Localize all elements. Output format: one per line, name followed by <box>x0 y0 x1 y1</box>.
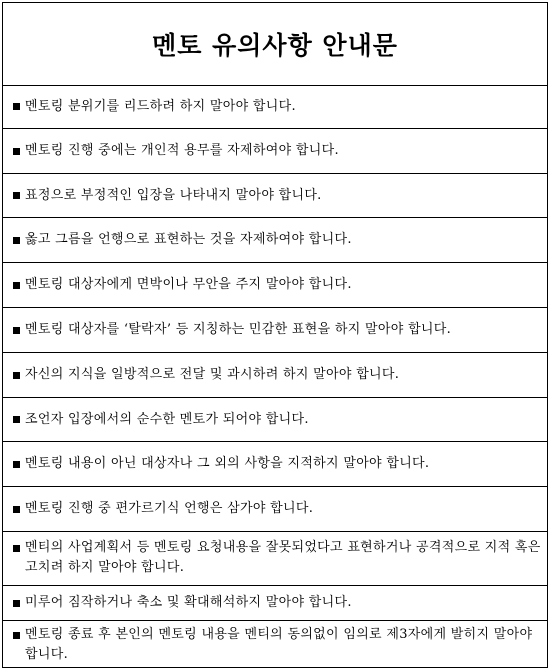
list-item-text: 멘토링 내용이 아닌 대상자나 그 외의 사항을 지적하지 말아야 합니다. <box>25 456 430 471</box>
notice-table <box>2 2 548 668</box>
list-item <box>3 442 547 487</box>
page-title: 멘토 유의사항 안내문 <box>152 31 398 60</box>
bullet-icon <box>13 148 20 155</box>
bullet-icon <box>13 372 20 379</box>
bullet-icon <box>13 237 20 244</box>
list-item <box>3 353 547 398</box>
list-item <box>3 621 547 669</box>
list-item-text: 멘토링 대상자에게 면박이나 무안을 주지 말아야 합니다. <box>25 277 352 292</box>
list-item <box>3 263 547 308</box>
list-item <box>3 586 547 621</box>
list-item-text: 멘토링 분위기를 리드하려 하지 말아야 합니다. <box>25 98 296 114</box>
list-item-text: 멘토링 진행 중 편가르기식 언행은 삼가야 합니다. <box>25 501 314 516</box>
list-item-text: 멘토링 진행 중에는 개인적 용무를 자제하여야 합니다. <box>25 143 339 158</box>
list-item-text: 자신의 지식을 일방적으로 전달 및 과시하려 하지 말아야 합니다. <box>25 367 400 382</box>
bullet-icon <box>13 416 20 423</box>
bullet-icon <box>13 461 20 468</box>
title-row <box>3 3 547 86</box>
bullet-icon <box>13 632 20 639</box>
list-item-text: 표정으로 부정적인 입장을 나타내지 말아야 합니다. <box>25 187 322 203</box>
list-item-text: 조언자 입장에서의 순수한 멘토가 되어야 합니다. <box>25 411 309 427</box>
list-item-text: 멘티의 사업계획서 등 멘토링 요청내용을 잘못되었다고 표현하거나 공격적으로 지적 혹은 고치려 하지 말아야 합니다. <box>25 540 541 575</box>
bullet-icon <box>13 103 20 110</box>
list-item-text: 미루어 짐작하거나 축소 및 확대해석하지 말아야 합니다. <box>25 595 352 610</box>
list-item <box>3 308 547 353</box>
bullet-icon <box>13 506 20 513</box>
bullet-icon <box>13 282 20 289</box>
list-item <box>3 174 547 218</box>
list-item <box>3 532 547 586</box>
bullet-icon <box>13 327 20 334</box>
bullet-icon <box>13 192 20 199</box>
list-item <box>3 487 547 532</box>
bullet-icon <box>13 545 20 552</box>
list-item <box>3 129 547 174</box>
list-item-text: 옳고 그름을 언행으로 표현하는 것을 자제하여야 합니다. <box>25 232 352 247</box>
list-item <box>3 85 547 129</box>
list-item <box>3 218 547 263</box>
bullet-icon <box>13 600 20 607</box>
list-item-text: 멘토링 대상자를 ‘탈락자’ 등 지칭하는 민감한 표현을 하지 말아야 합니다. <box>25 322 452 337</box>
list-item <box>3 398 547 442</box>
list-item-text: 멘토링 종료 후 본인의 멘토링 내용을 멘티의 동의없이 임의로 제3자에게 발히지 말아야 합니다. <box>25 627 533 662</box>
